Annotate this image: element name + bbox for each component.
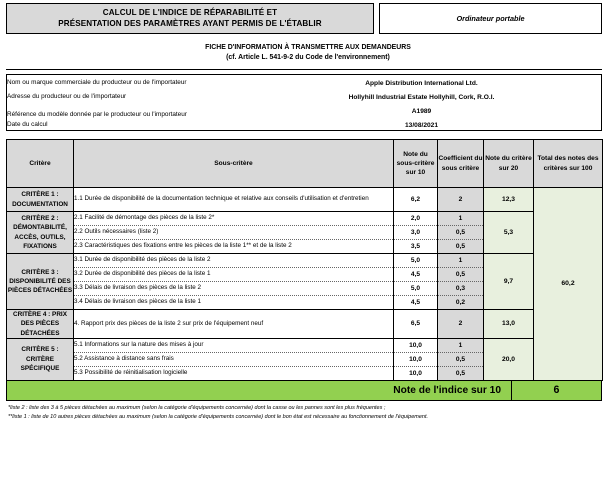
subscore-value: 10,0 <box>394 338 438 352</box>
subcriterion-label: 2.3 Caractéristiques des fixations entre les pièces de la liste 1** et de la liste 2 <box>74 240 394 254</box>
subscore-value: 4,5 <box>394 268 438 282</box>
table-row <box>7 310 603 339</box>
index-score-label: Note de l'indice sur 10 <box>7 381 512 400</box>
info-value: Hollyhill Industrial Estate Hollyhill, Cork, R.O.I. <box>348 94 495 101</box>
document-title-line2: PRÉSENTATION DES PARAMÈTRES AYANT PERMIS DE L'ÉTABLIR <box>58 18 322 28</box>
subscore-value: 6,2 <box>394 188 438 212</box>
subtitle-line2: (cf. Article L. 541-9-2 du Code de l'environnement) <box>226 54 390 61</box>
horizontal-divider <box>6 69 602 70</box>
subscore-value: 5,0 <box>394 254 438 268</box>
subscore-value: 10,0 <box>394 352 438 366</box>
criterion-label: CRITÈRE 1 : DOCUMENTATION <box>7 188 74 212</box>
subscore-value: 3,5 <box>394 240 438 254</box>
subcriterion-label: 5.3 Possibilité de réinitialisation logicielle <box>74 366 394 380</box>
coefficient-value: 1 <box>438 254 484 268</box>
table-row <box>7 75 602 93</box>
coefficient-value: 0,3 <box>438 282 484 296</box>
coefficient-value: 0,5 <box>438 268 484 282</box>
criterion-score-value: 12,3 <box>484 188 534 212</box>
subscore-value: 3,0 <box>394 226 438 240</box>
table-row <box>7 338 603 352</box>
coefficient-value: 0,5 <box>438 366 484 380</box>
document-subtitle <box>0 43 608 63</box>
criterion-score-value: 5,3 <box>484 212 534 254</box>
table-row <box>7 212 603 226</box>
subscore-value: 4,5 <box>394 296 438 310</box>
producer-info-table <box>6 74 602 131</box>
coefficient-value: 2 <box>438 188 484 212</box>
footnote-liste-2: *liste 2 : liste des 3 à 5 pièces détachées au maximum (selon la catégorie d'équipements concernée) dont la casse ou les pannes sont les plus fréquentes ; <box>8 404 386 411</box>
subcriterion-label: 5.2 Assistance à distance sans frais <box>74 352 394 366</box>
document-title-line1: CALCUL DE L'INDICE DE RÉPARABILITÉ ET <box>102 7 278 17</box>
coefficient-value: 1 <box>438 212 484 226</box>
subcriterion-label: 2.2 Outils nécessaires (liste 2) <box>74 226 394 240</box>
subtitle-line1: FICHE D'INFORMATION À TRANSMETTRE AUX DEMANDEURS <box>205 44 411 51</box>
document-banner <box>6 3 602 34</box>
header-criterion-score: Note du critère sur 20 <box>484 140 534 188</box>
header-subcriterion: Sous-critère <box>74 140 394 188</box>
subcriterion-label: 2.1 Facilité de démontage des pièces de la liste 2* <box>74 212 394 226</box>
header-coefficient: Coefficient du sous critère <box>438 140 484 188</box>
header-criterion: Critère <box>7 140 74 188</box>
subcriterion-label: 4. Rapport prix des pièces de la liste 2 sur prix de l'équipement neuf <box>74 310 394 339</box>
table-row <box>7 120 602 131</box>
index-score-value: 6 <box>512 381 601 400</box>
criterion-score-value: 13,0 <box>484 310 534 339</box>
criterion-label: CRITÈRE 4 : PRIX DES PIÈCES DÉTACHÉES <box>7 310 74 339</box>
subcriterion-label: 1.1 Durée de disponibilité de la documentation technique et relative aux conseils d'utilisation et d'entretien <box>74 188 394 212</box>
info-label: Nom ou marque commerciale du producteur ou de l'importateur <box>7 79 187 87</box>
scoring-table <box>6 139 603 381</box>
criterion-label: CRITÈRE 3 : DISPONIBILITÉ DES PIÈCES DÉTACHÉES <box>7 254 74 310</box>
repairability-index-document <box>0 3 608 484</box>
subcriterion-label: 5.1 Informations sur la nature des mises à jour <box>74 338 394 352</box>
info-label: Date du calcul <box>7 120 48 128</box>
info-value: 13/08/2021 <box>404 121 438 129</box>
document-title <box>6 3 374 34</box>
info-value: Apple Distribution International Ltd. <box>365 80 478 87</box>
footnotes <box>8 404 602 423</box>
total-score-value: 60,2 <box>534 188 603 381</box>
info-value: A1989 <box>411 108 432 115</box>
index-score-bar <box>6 381 602 401</box>
product-type-box: Ordinateur portable <box>379 3 602 34</box>
table-row <box>7 188 603 212</box>
table-row <box>7 254 603 268</box>
subcriterion-label: 3.1 Durée de disponibilité des pièces de la liste 2 <box>74 254 394 268</box>
criterion-score-value: 9,7 <box>484 254 534 310</box>
subscore-value: 5,0 <box>394 282 438 296</box>
coefficient-value: 0,5 <box>438 226 484 240</box>
scoring-table-body <box>7 188 603 381</box>
footnote-liste-1: **liste 1 : liste de 10 autres pièces détachées au maximum (selon la catégorie d'équipements concernée) dont le bon état est nécessaire au fonctionnement de l'équipement. <box>8 414 429 421</box>
coefficient-value: 0,5 <box>438 352 484 366</box>
subscore-value: 2,0 <box>394 212 438 226</box>
table-row <box>7 92 602 103</box>
subscore-value: 10,0 <box>394 366 438 380</box>
header-total: Total des notes des critères sur 100 <box>534 140 603 188</box>
criterion-score-value: 20,0 <box>484 338 534 380</box>
table-header-row <box>7 140 603 188</box>
coefficient-value: 2 <box>438 310 484 339</box>
header-subscore: Note du sous-critère sur 10 <box>394 140 438 188</box>
subcriterion-label: 3.2 Durée de disponibilité des pièces de la liste 1 <box>74 268 394 282</box>
coefficient-value: 1 <box>438 338 484 352</box>
info-label: Référence du modèle donnée par le producteur ou l'importateur <box>7 111 187 119</box>
subscore-value: 6,5 <box>394 310 438 339</box>
table-row <box>7 103 602 120</box>
coefficient-value: 0,2 <box>438 296 484 310</box>
subcriterion-label: 3.3 Délais de livraison des pièces de la liste 2 <box>74 282 394 296</box>
subcriterion-label: 3.4 Délais de livraison des pièces de la liste 1 <box>74 296 394 310</box>
criterion-label: CRITÈRE 5 : CRITÈRE SPÉCIFIQUE <box>7 338 74 380</box>
info-label: Adresse du producteur ou de l'importateur <box>7 93 127 101</box>
coefficient-value: 0,5 <box>438 240 484 254</box>
criterion-label: CRITÈRE 2 : DÉMONTABILITÉ, ACCÈS, OUTILS, FIXATIONS <box>7 212 74 254</box>
